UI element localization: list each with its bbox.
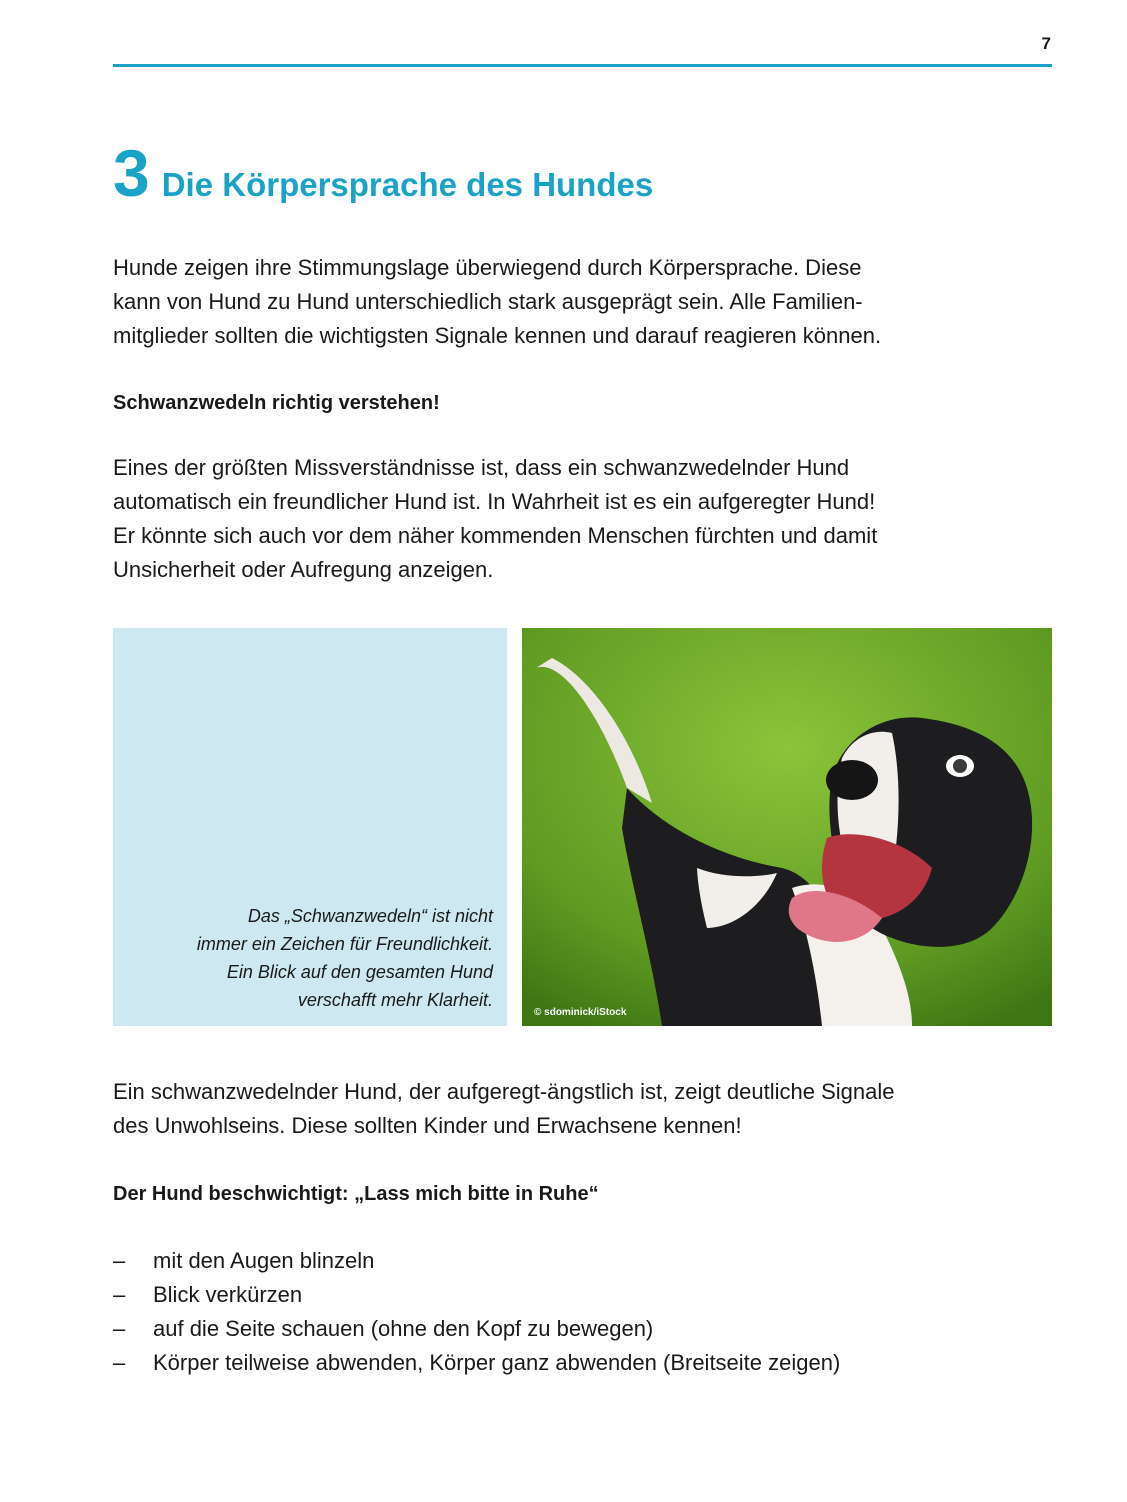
list-item-text: Körper teilweise abwenden, Körper ganz abwenden (Breitseite zeigen) xyxy=(153,1350,841,1375)
chapter-heading xyxy=(113,136,654,210)
chapter-title: Die Körpersprache des Hundes xyxy=(161,166,654,203)
bullet-dash: – xyxy=(113,1282,126,1307)
photo-credit: © sdominick/iStock xyxy=(534,1007,627,1018)
paragraph-line: Unsicherheit oder Aufregung anzeigen. xyxy=(113,557,494,582)
bullet-dash: – xyxy=(113,1248,126,1273)
figure-caption xyxy=(123,902,493,1014)
list-item-text: mit den Augen blinzeln xyxy=(153,1248,375,1273)
page-number: 7 xyxy=(1041,34,1051,53)
paragraph-line: automatisch ein freundlicher Hund ist. In Wahrheit ist es ein aufgeregter Hund! xyxy=(113,489,876,514)
intro-line: kann von Hund zu Hund unterschiedlich stark ausgeprägt sein. Alle Familien- xyxy=(113,289,863,314)
list-item-text: Blick verkürzen xyxy=(153,1282,303,1307)
tail-wagging-paragraph xyxy=(113,451,1053,587)
figure-caption-box xyxy=(113,628,507,1026)
dog-illustration xyxy=(522,628,1052,1026)
dog-nose xyxy=(826,760,878,800)
paragraph-line: Ein schwanzwedelnder Hund, der aufgeregt-ängstlich ist, zeigt deutliche Signale xyxy=(113,1079,895,1104)
caption-line: immer ein Zeichen für Freundlichkeit. xyxy=(196,934,493,954)
header-rule xyxy=(113,64,1052,67)
paragraph-line: Eines der größten Missverständnisse ist, dass ein schwanzwedelnder Hund xyxy=(113,455,850,480)
paragraph-line: des Unwohlseins. Diese sollten Kinder und Erwachsene kennen! xyxy=(113,1113,742,1138)
caption-line: Das „Schwanzwedeln“ ist nicht xyxy=(247,906,493,926)
paragraph-line: Er könnte sich auch vor dem näher kommenden Menschen fürchten und damit xyxy=(113,523,878,548)
dog-pupil xyxy=(953,759,967,773)
chapter-number: 3 xyxy=(113,136,150,210)
list-item-text: auf die Seite schauen (ohne den Kopf zu bewegen) xyxy=(153,1316,654,1341)
caption-line: Ein Blick auf den gesamten Hund xyxy=(226,962,493,982)
section-heading-tail-wagging: Schwanzwedeln richtig verstehen! xyxy=(113,392,440,414)
intro-line: Hunde zeigen ihre Stimmungslage überwiegend durch Körpersprache. Diese xyxy=(113,255,862,280)
section-heading-appeasement: Der Hund beschwichtigt: „Lass mich bitte in Ruhe“ xyxy=(113,1183,599,1205)
anxious-dog-paragraph xyxy=(113,1075,1053,1143)
intro-paragraph xyxy=(113,251,1053,353)
list-item xyxy=(113,1312,1053,1346)
list-item xyxy=(113,1278,1053,1312)
intro-line: mitglieder sollten die wichtigsten Signale kennen und darauf reagieren können. xyxy=(113,323,882,348)
bullet-dash: – xyxy=(113,1316,126,1341)
dog-photo xyxy=(522,628,1052,1026)
list-item xyxy=(113,1346,1053,1380)
bullet-dash: – xyxy=(113,1350,126,1375)
appeasement-signals-list xyxy=(113,1244,1053,1380)
list-item xyxy=(113,1244,1053,1278)
caption-line: verschafft mehr Klarheit. xyxy=(297,990,493,1010)
